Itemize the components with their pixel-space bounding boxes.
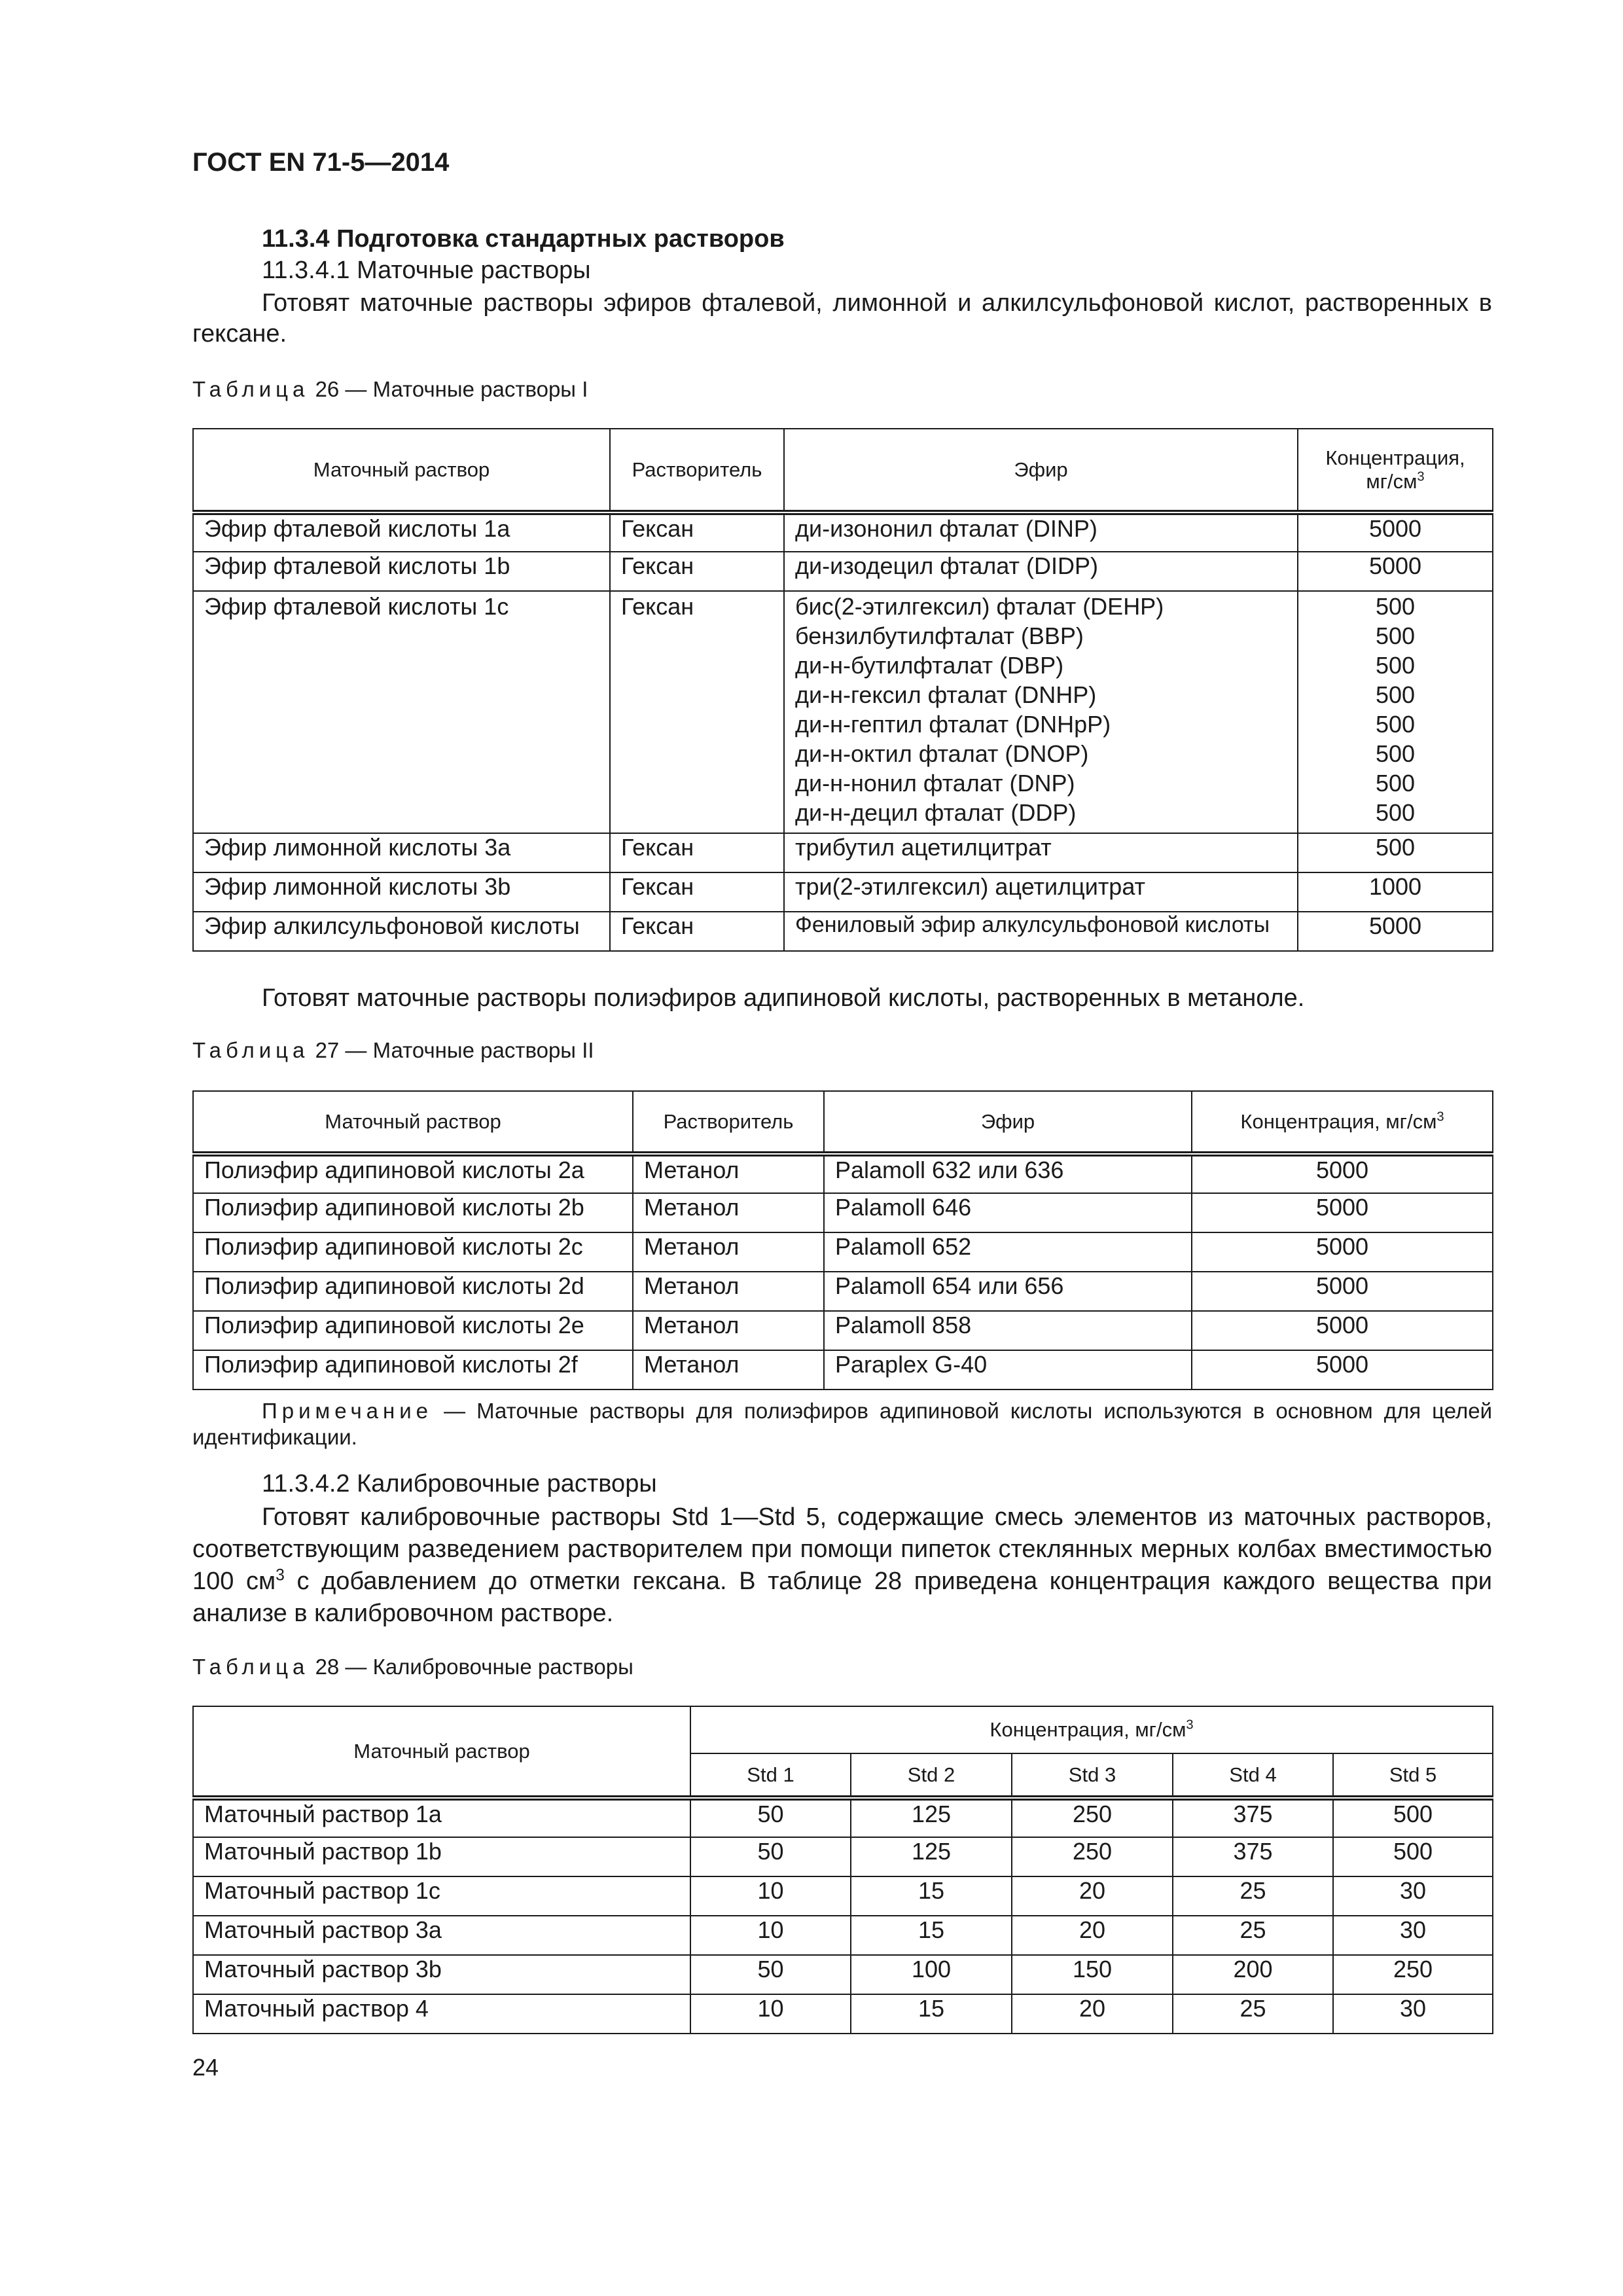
table-row <box>193 512 1493 552</box>
table-cell: Гексан <box>610 552 784 591</box>
paragraph: Готовят маточные растворы эфиров фталевой, лимонной и алкилсульфоновой кислот, растворенных в гексане. <box>192 289 1492 348</box>
table-cell: 500 <box>1333 1798 1493 1837</box>
caption-text: 28 — Калибровочные растворы <box>315 1655 633 1679</box>
table-cell: Palamoll 652 <box>824 1232 1192 1272</box>
table-cell: 375 <box>1173 1837 1333 1876</box>
column-header: Концентрация, $мг/см^3$ <box>690 1706 1493 1753</box>
table-cell: Palamoll 654 или 656 <box>824 1272 1192 1311</box>
caption-label: Таблица <box>192 377 310 401</box>
table-row <box>193 1232 1493 1272</box>
table-cell: 50 <box>690 1955 851 1994</box>
table-note <box>192 1398 1492 1450</box>
table-cell: 20 <box>1012 1994 1173 2034</box>
table-cell: 1000 <box>1298 872 1493 912</box>
paragraph: Готовят калибровочные растворы Std 1—Std 5, содержащие смесь элементов из маточных растворов, соответствующим разведением растворителем при помощи пипеток стеклянных мерных колбах вместимостью 100 $см^3$ с добавлением до отметки гексана. В таблице 28 приведена концентрация каждого вещества при анализе в калибровочном растворе. <box>192 1503 1492 1627</box>
column-header: Эфир <box>824 1091 1192 1154</box>
table-caption <box>192 377 588 402</box>
table-cell: 15 <box>851 1876 1012 1916</box>
ester-line: ди-н-децил фталат (DDP) <box>795 799 1077 826</box>
table-cell <box>784 591 1298 833</box>
table-cell: 125 <box>851 1837 1012 1876</box>
table-cell: Метанол <box>633 1154 824 1193</box>
table-cell: 25 <box>1173 1876 1333 1916</box>
table-cell: Полиэфир адипиновой кислоты 2e <box>193 1311 633 1350</box>
table-row <box>193 552 1493 591</box>
column-header: Std 5 <box>1333 1753 1493 1798</box>
conc-line: 500 <box>1375 681 1416 708</box>
table-cell: 30 <box>1333 1916 1493 1955</box>
caption-text: 26 — Маточные растворы I <box>315 377 588 401</box>
table-cell: Метанол <box>633 1193 824 1232</box>
conc-line: 500 <box>1375 711 1416 738</box>
page-number: 24 <box>192 2054 219 2081</box>
table-cell: Маточный раствор 1b <box>193 1837 690 1876</box>
column-header: Концентрация, $мг/см^3$ <box>1192 1091 1493 1154</box>
table-row <box>193 1876 1493 1916</box>
ester-line: ди-н-бутилфталат (DBP) <box>795 652 1064 679</box>
table-cell: 5000 <box>1192 1232 1493 1272</box>
table-row <box>193 833 1493 872</box>
table-cell: 250 <box>1333 1955 1493 1994</box>
table-cell: Полиэфир адипиновой кислоты 2a <box>193 1154 633 1193</box>
caption-label: Таблица <box>192 1038 310 1062</box>
table-row <box>193 1798 1493 1837</box>
table-row <box>193 1311 1493 1350</box>
table-26 <box>192 428 1493 952</box>
table-cell: 20 <box>1012 1876 1173 1916</box>
table-cell: Гексан <box>610 912 784 951</box>
table-27 <box>192 1090 1493 1390</box>
table-cell: Эфир лимонной кислоты 3a <box>193 833 610 872</box>
table-cell: 150 <box>1012 1955 1173 1994</box>
section-title: 11.3.4 Подготовка стандартных растворов <box>262 225 785 253</box>
table-cell: 30 <box>1333 1994 1493 2034</box>
subsection-title: 11.3.4.2 Калибровочные растворы <box>262 1470 657 1498</box>
column-header: Маточный раствор <box>193 1706 690 1798</box>
table-cell: 25 <box>1173 1916 1333 1955</box>
table-cell: 500 <box>1333 1837 1493 1876</box>
table-cell: Полиэфир адипиновой кислоты 2c <box>193 1232 633 1272</box>
table-cell: Полиэфир адипиновой кислоты 2d <box>193 1272 633 1311</box>
table-cell: Эфир фталевой кислоты 1b <box>193 552 610 591</box>
table-cell: Гексан <box>610 872 784 912</box>
table-cell: 200 <box>1173 1955 1333 1994</box>
table-cell: 5000 <box>1192 1272 1493 1311</box>
table-cell: Palamoll 632 или 636 <box>824 1154 1192 1193</box>
column-header: Std 1 <box>690 1753 851 1798</box>
table-cell: 15 <box>851 1916 1012 1955</box>
column-header: Std 4 <box>1173 1753 1333 1798</box>
table-caption <box>192 1038 594 1063</box>
table-cell: ди-изононил фталат (DINP) <box>784 512 1298 552</box>
table-cell: Гексан <box>610 591 784 833</box>
table-header-row <box>193 1091 1493 1154</box>
table-cell: 5000 <box>1192 1350 1493 1390</box>
table-cell: 250 <box>1012 1837 1173 1876</box>
table-cell: Метанол <box>633 1232 824 1272</box>
table-cell: Маточный раствор 4 <box>193 1994 690 2034</box>
table-row <box>193 1955 1493 1994</box>
column-header: Растворитель <box>633 1091 824 1154</box>
ester-line: бис(2-этилгексил) фталат (DEHP) <box>795 593 1164 620</box>
conc-line: 500 <box>1375 652 1416 679</box>
note-text: — Маточные растворы для полиэфиров адипиновой кислоты используются в основном для целей идентификации. <box>192 1399 1492 1449</box>
table-cell: ди-изодецил фталат (DIDP) <box>784 552 1298 591</box>
table-cell: Эфир алкилсульфоновой кислоты <box>193 912 610 951</box>
table-cell: Palamoll 646 <box>824 1193 1192 1232</box>
table-row <box>193 1272 1493 1311</box>
table-cell: Paraplex G-40 <box>824 1350 1192 1390</box>
table-cell: 50 <box>690 1798 851 1837</box>
table-cell: Гексан <box>610 512 784 552</box>
table-row <box>193 1154 1493 1193</box>
table-cell: 25 <box>1173 1994 1333 2034</box>
column-header: Концентрация, $мг/см^3$ <box>1298 429 1493 512</box>
table-row <box>193 1193 1493 1232</box>
table-cell: Метанол <box>633 1311 824 1350</box>
conc-line: 500 <box>1375 770 1416 797</box>
caption-text: 27 — Маточные растворы II <box>315 1038 594 1062</box>
table-cell: 375 <box>1173 1798 1333 1837</box>
table-row <box>193 1350 1493 1390</box>
table-cell: Фениловый эфир алкулсульфоновой кислоты <box>784 912 1298 951</box>
column-header: Std 2 <box>851 1753 1012 1798</box>
table-cell: 100 <box>851 1955 1012 1994</box>
table-cell: 5000 <box>1298 552 1493 591</box>
table-row <box>193 912 1493 951</box>
table-cell: Palamoll 858 <box>824 1311 1192 1350</box>
table-header-row <box>193 1706 1493 1753</box>
table-cell: 5000 <box>1192 1154 1493 1193</box>
table-cell: Маточный раствор 1c <box>193 1876 690 1916</box>
table-cell: 10 <box>690 1916 851 1955</box>
table-cell: 500 <box>1298 833 1493 872</box>
table-cell: 5000 <box>1298 912 1493 951</box>
table-row <box>193 872 1493 912</box>
table-cell: 10 <box>690 1876 851 1916</box>
table-row <box>193 591 1493 833</box>
ester-line: бензилбутилфталат (BBP) <box>795 622 1084 649</box>
table-cell: 15 <box>851 1994 1012 2034</box>
conc-line: 500 <box>1375 740 1416 767</box>
note-label: Примечание <box>262 1399 433 1423</box>
table-caption <box>192 1655 633 1679</box>
table-row <box>193 1994 1493 2034</box>
paragraph: Готовят маточные растворы полиэфиров адипиновой кислоты, растворенных в метаноле. <box>262 984 1305 1012</box>
ester-line: ди-н-гептил фталат (DNHpP) <box>795 711 1111 738</box>
table-cell: Маточный раствор 3a <box>193 1916 690 1955</box>
table-cell: трибутил ацетилцитрат <box>784 833 1298 872</box>
table-cell: Маточный раствор 1a <box>193 1798 690 1837</box>
conc-line: 500 <box>1375 799 1416 826</box>
column-header: Эфир <box>784 429 1298 512</box>
table-cell: Гексан <box>610 833 784 872</box>
conc-line: 500 <box>1375 593 1416 620</box>
caption-label: Таблица <box>192 1655 310 1679</box>
table-cell: 10 <box>690 1994 851 2034</box>
table-cell: 20 <box>1012 1916 1173 1955</box>
table-cell: 5000 <box>1298 512 1493 552</box>
table-28 <box>192 1706 1493 2034</box>
table-cell: Эфир фталевой кислоты 1c <box>193 591 610 833</box>
ester-line: ди-н-нонил фталат (DNP) <box>795 770 1075 797</box>
table-cell: 30 <box>1333 1876 1493 1916</box>
table-cell: Полиэфир адипиновой кислоты 2b <box>193 1193 633 1232</box>
table-cell: 5000 <box>1192 1193 1493 1232</box>
column-header: Маточный раствор <box>193 1091 633 1154</box>
table-cell: три(2-этилгексил) ацетилцитрат <box>784 872 1298 912</box>
ester-line: ди-н-гексил фталат (DNHP) <box>795 681 1097 708</box>
document-header: ГОСТ EN 71-5—2014 <box>192 148 450 177</box>
table-cell: Эфир лимонной кислоты 3b <box>193 872 610 912</box>
table-cell: 5000 <box>1192 1311 1493 1350</box>
table-cell: 50 <box>690 1837 851 1876</box>
column-header: Маточный раствор <box>193 429 610 512</box>
table-cell <box>1298 591 1493 833</box>
table-cell: Полиэфир адипиновой кислоты 2f <box>193 1350 633 1390</box>
table-cell: Маточный раствор 3b <box>193 1955 690 1994</box>
table-row <box>193 1916 1493 1955</box>
table-cell: Метанол <box>633 1272 824 1311</box>
conc-line: 500 <box>1375 622 1416 649</box>
table-cell: 250 <box>1012 1798 1173 1837</box>
column-header: Std 3 <box>1012 1753 1173 1798</box>
table-header-row <box>193 429 1493 512</box>
subsection-title: 11.3.4.1 Маточные растворы <box>262 257 591 284</box>
column-header: Растворитель <box>610 429 784 512</box>
table-cell: 125 <box>851 1798 1012 1837</box>
table-row <box>193 1837 1493 1876</box>
ester-line: ди-н-октил фталат (DNOP) <box>795 740 1089 767</box>
table-cell: Эфир фталевой кислоты 1a <box>193 512 610 552</box>
table-cell: Метанол <box>633 1350 824 1390</box>
